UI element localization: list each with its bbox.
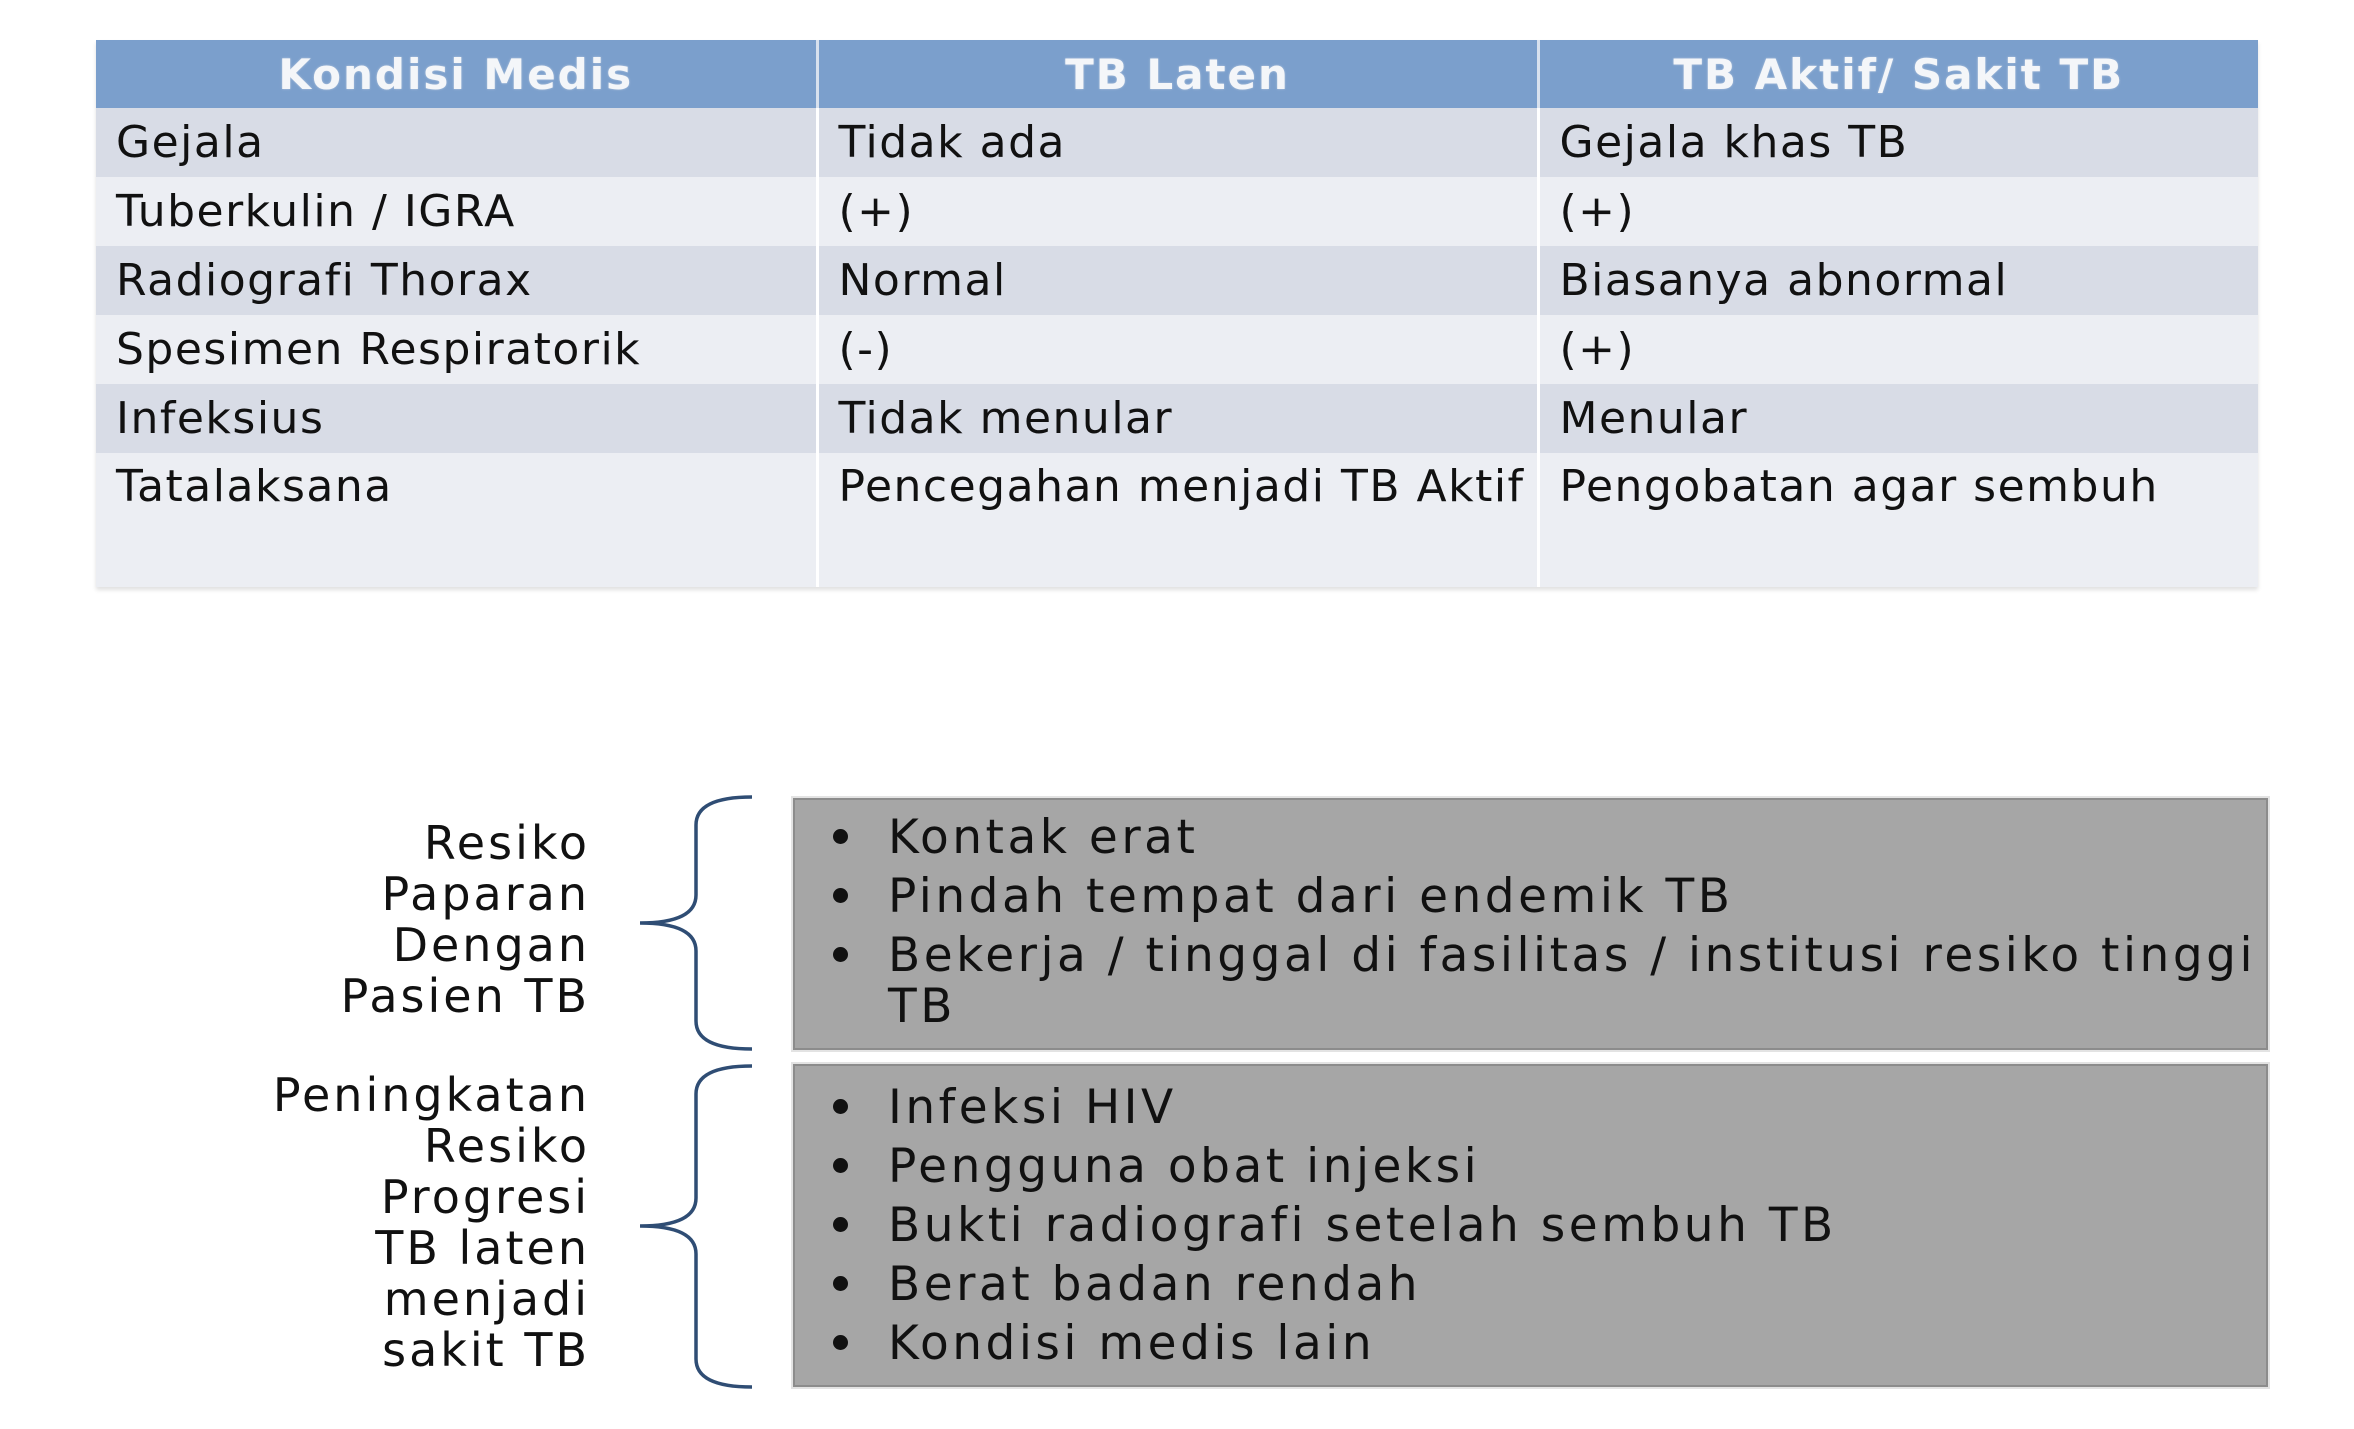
- item-text: Bukti radiografi setelah sembuh TB: [888, 1198, 1837, 1253]
- bullet-icon: [833, 1217, 848, 1232]
- progression-risk-box: [793, 1064, 2268, 1387]
- tb-aktif-cell: Gejala khas TB: [1538, 108, 2258, 177]
- row-label: Radiografi Thorax: [96, 246, 817, 315]
- row-label: Tuberkulin / IGRA: [96, 177, 817, 246]
- label-line: Paparan: [381, 867, 590, 921]
- exposure-risk-list: [795, 800, 2266, 1032]
- table-row: [96, 108, 2258, 177]
- label-line: Resiko: [423, 1119, 590, 1173]
- bullet-icon: [833, 888, 848, 903]
- bullet-icon: [833, 947, 848, 962]
- label-line: Peningkatan: [272, 1068, 590, 1122]
- curly-brace-icon: [636, 795, 756, 1051]
- list-item: [795, 1318, 2266, 1369]
- header-kondisi-medis: Kondisi Medis: [96, 40, 817, 108]
- row-label: Tatalaksana: [96, 453, 817, 587]
- label-line: Dengan: [392, 918, 590, 972]
- label-line: Resiko: [423, 816, 590, 870]
- item-text: Pindah tempat dari endemik TB: [888, 869, 1734, 924]
- tb-comparison-table: [96, 40, 2258, 587]
- item-text: Kondisi medis lain: [888, 1316, 1376, 1371]
- list-item: [795, 930, 2266, 1032]
- list-item: [795, 1082, 2266, 1133]
- bullet-icon: [833, 1158, 848, 1173]
- table-row: [96, 453, 2258, 587]
- tb-aktif-cell: Biasanya abnormal: [1538, 246, 2258, 315]
- tb-aktif-cell: (+): [1538, 315, 2258, 384]
- tb-laten-cell: Tidak menular: [817, 384, 1538, 453]
- row-label: Gejala: [96, 108, 817, 177]
- label-line: Pasien TB: [340, 969, 590, 1023]
- item-text: Infeksi HIV: [888, 1080, 1177, 1135]
- table-row: [96, 246, 2258, 315]
- bullet-icon: [833, 1099, 848, 1114]
- list-item: [795, 871, 2266, 922]
- label-line: sakit TB: [382, 1323, 590, 1377]
- tb-aktif-cell: (+): [1538, 177, 2258, 246]
- table-row: [96, 177, 2258, 246]
- exposure-risk-box: [793, 798, 2268, 1050]
- row-label: Infeksius: [96, 384, 817, 453]
- table-row: [96, 315, 2258, 384]
- bullet-icon: [833, 829, 848, 844]
- row-label: Spesimen Respiratorik: [96, 315, 817, 384]
- table-header-row: [96, 40, 2258, 108]
- curly-brace-icon: [636, 1064, 756, 1389]
- label-line: TB laten: [375, 1221, 590, 1275]
- list-item: [795, 812, 2266, 863]
- tb-laten-cell: Pencegahan menjadi TB Aktif: [817, 453, 1538, 587]
- item-text: Pengguna obat injeksi: [888, 1139, 1481, 1194]
- item-text: Kontak erat: [888, 810, 1199, 865]
- progression-risk-label: [273, 1070, 590, 1376]
- item-text: Bekerja / tinggal di fasilitas / institusi resiko tinggi TB: [888, 928, 2257, 1034]
- table-row: [96, 384, 2258, 453]
- list-item: [795, 1141, 2266, 1192]
- label-line: menjadi: [383, 1272, 590, 1326]
- bullet-icon: [833, 1335, 848, 1350]
- tb-laten-cell: Tidak ada: [817, 108, 1538, 177]
- list-item: [795, 1259, 2266, 1310]
- tb-laten-cell: (+): [817, 177, 1538, 246]
- tb-aktif-cell: Pengobatan agar sembuh: [1538, 453, 2258, 587]
- tb-laten-cell: Normal: [817, 246, 1538, 315]
- bullet-icon: [833, 1276, 848, 1291]
- tb-aktif-cell: Menular: [1538, 384, 2258, 453]
- list-item: [795, 1200, 2266, 1251]
- header-tb-aktif: TB Aktif/ Sakit TB: [1538, 40, 2258, 108]
- exposure-risk-label: [341, 818, 590, 1022]
- header-tb-laten: TB Laten: [817, 40, 1538, 108]
- item-text: Berat badan rendah: [888, 1257, 1422, 1312]
- tb-laten-cell: (-): [817, 315, 1538, 384]
- progression-risk-list: [795, 1066, 2266, 1369]
- label-line: Progresi: [380, 1170, 590, 1224]
